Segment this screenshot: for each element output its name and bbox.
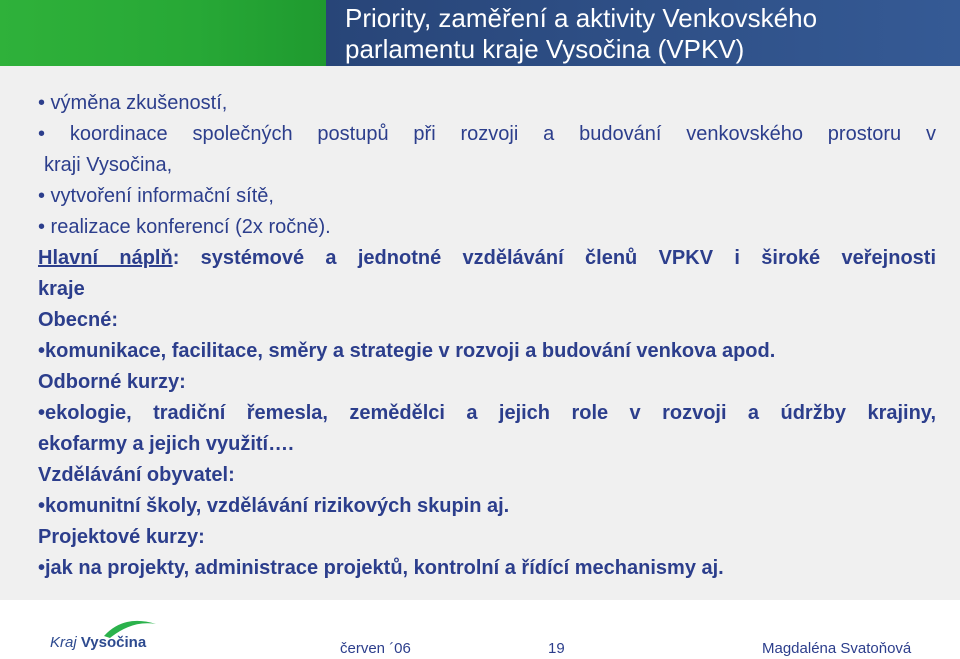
citizens-education-heading: Vzdělávání obyvatel: [38,464,235,486]
main-content-text: : systémové a jednotné vzdělávání členů VPKV i široké veřejnosti [172,247,936,269]
footer-author: Magdaléna Svatoňová [762,640,912,657]
slide-title-line2: parlamentu kraje Vysočina (VPKV) [345,34,745,64]
citizens-education-item: •komunitní školy, vzdělávání rizikových skupin aj. [38,495,510,517]
expert-courses-heading: Odborné kurzy: [38,371,186,393]
logo-vysocina: Vysočina [80,634,147,651]
header-green-band [0,0,326,66]
bullet-coordination: • koordinace společných postupů při rozvoji a budování venkovského prostoru v [38,123,936,145]
bullet-network: • vytvoření informační sítě, [38,185,274,207]
logo-kraj: Kraj [50,634,77,651]
general-heading: Obecné: [38,309,119,331]
expert-courses-item-cont: ekofarmy a jejich využití…. [38,433,294,455]
footer-page-number: 19 [548,640,565,657]
kraj-vysocina-logo [50,616,160,654]
slide-title-line1: Priority, zaměření a aktivity Venkovského [345,3,818,33]
project-courses-item: •jak na projekty, administrace projektů, kontrolní a řídící mechanismy aj. [38,557,724,579]
main-content-label: Hlavní náplň [38,247,173,269]
logo-text [50,634,146,651]
slide-title [345,3,945,65]
slide-header [0,0,960,66]
main-content-cont: kraje [38,278,85,300]
bullet-exchange: • výměna zkušeností, [38,92,228,114]
main-content-line [38,243,936,274]
expert-courses-item: •ekologie, tradiční řemesla, zemědělci a jejich role v rozvoji a údržby krajiny, [38,402,936,424]
general-item: •komunikace, facilitace, směry a strategie v rozvoji a budování venkova apod. [38,340,776,362]
slide-footer [0,600,960,659]
bullet-conferences: • realizace konferencí (2x ročně). [38,216,331,238]
footer-date: červen ´06 [340,640,411,657]
project-courses-heading: Projektové kurzy: [38,526,205,548]
slide-content [0,66,960,600]
bullet-coordination-cont: kraji Vysočina, [44,154,173,176]
